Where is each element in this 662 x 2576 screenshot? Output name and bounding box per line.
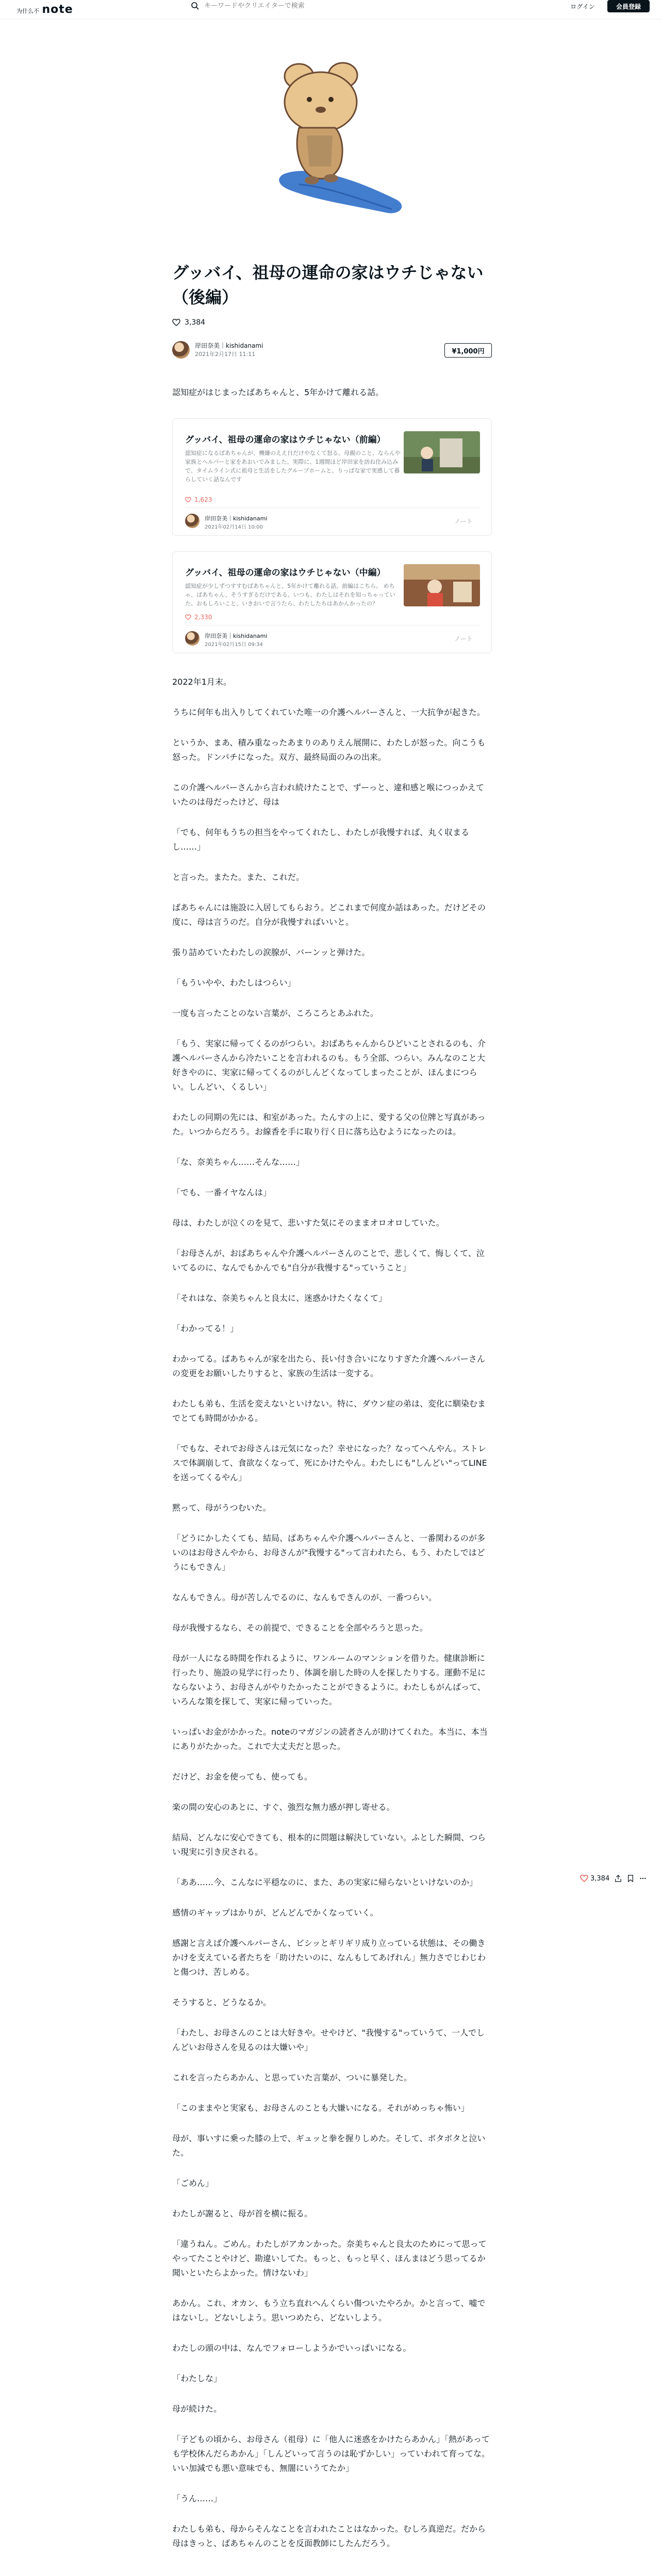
heart-icon (185, 497, 191, 503)
more-icon[interactable] (639, 1875, 647, 1882)
paragraph: 「もういやや、わたしはつらい」 (172, 978, 296, 988)
card-title: グッバイ、祖母の運命の家はウチじゃない（中編） (185, 568, 386, 578)
paragraph: 「わかってる！」 (172, 1324, 239, 1333)
card-avatar (185, 631, 200, 646)
paragraph: 黙って、母がうつむいた。 (172, 1503, 271, 1513)
like-count: 3,384 (185, 318, 206, 327)
search-bar (191, 0, 376, 11)
paragraph: 「ああ……今、こんなに平穏なのに、また、あの実家に帰らないといけないのか」 (172, 1877, 478, 1887)
paragraph: 結局、どんなに安心できても、根本的に問題は解決していない。ふとした瞬間、つらい現実に引き戻される。 (172, 1833, 486, 1857)
card-author: 岸田奈美｜kishidanami (205, 515, 268, 522)
paragraph: 感情のギャップはかりが、どんどんでかくなっていく。 (172, 1908, 378, 1918)
card-thumbnail (404, 564, 480, 606)
paragraph: 「うん……」 (172, 2494, 222, 2503)
paragraph: 「子どもの頃から、お母さん（祖母）に「他人に迷惑をかけたらあかん」「熱があっても学校休んだらあかん」「しんどいって言うのは恥ずかしい」っていわれて育ってな。いい加減でも悪い意味でも、無闇にいうてたか」 (172, 2434, 490, 2473)
paragraph: 「でも、一番イヤなんは」 (172, 1188, 272, 1197)
paragraph: わかってる。ばあちゃんが家を出たら、長い付き合いになりすぎた介護ヘルパーさんの変更をお願いしたりすると、家族の生活は一変する。 (172, 1354, 485, 1378)
search-input[interactable] (204, 2, 369, 10)
card-description: 認知症が少しずつすすむばあちゃんと、5年かけて離れる話。前編はこちら。 めちゃ、ばあちゃん、そうすぎるだけである。いつも、わたしはそれを知っちゃっていた。おもしろいこと、いきおいで言うたら、わたしたちはあかんかったの？ (185, 583, 395, 607)
side-actions (580, 1874, 647, 1883)
paragraph: 「このままやと実家も、お母さんのことも大嫌いになる。それがめっちゃ怖い」 (172, 2103, 469, 2113)
card-likes: 2,330 (185, 614, 212, 621)
paragraph: 「どうにかしたくても、結局、ばあちゃんや介護ヘルパーさんと、一番関わるのが多いのはお母さんやから、お母さんが"我慢する"って言われたら、もう、わたしではどうにもできん」 (172, 1533, 485, 1572)
paragraph: わたしも弟も、生活を変えないといけない。特に、ダウン症の弟は、変化に馴染むまでとても時間がかかる。 (172, 1399, 486, 1423)
heart-icon (185, 614, 191, 620)
paragraph: 「それはな、奈美ちゃんと良太に、迷惑かけたくなくて」 (172, 1293, 387, 1303)
purchase-button[interactable]: ¥1,000円 (444, 343, 492, 358)
paragraph: これを言ったらあかん、と思っていた言葉が、ついに暴発した。 (172, 2073, 412, 2082)
card-author: 岸田奈美｜kishidanami (205, 633, 268, 639)
paragraph: この介護ヘルパーさんから言われ続けたことで、ずーっと、違和感と喉につっかえていたのは母だったけど、母は (172, 783, 484, 807)
paragraph: 母が続けた。 (172, 2404, 222, 2414)
note-logo[interactable]: 为什么不 note (16, 3, 73, 16)
paragraph: だけど、お金を使っても、使っても。 (172, 1772, 313, 1782)
paragraph: わたしも弟も、母からそんなことを言われたことはなかった。むしろ真逆だ。だから母はきっと、ばあちゃんのことを反面教師にしたんだろう。 (172, 2524, 486, 2548)
paragraph: 「わたし、お母さんのことは大好きや。せやけど、"我慢する"っていうて、一人でしんどいお母さんを見るのは大嫌いや」 (172, 2028, 485, 2052)
side-like-button[interactable] (580, 1874, 609, 1883)
paragraph: 張り詰めていたわたしの涙腺が、バーンッと弾けた。 (172, 947, 370, 957)
paragraph: 母が我慢するなら、その前提で、できることを全部やろうと思った。 (172, 1623, 428, 1633)
card-more-link[interactable]: ノート (454, 635, 473, 642)
paragraph: 「でも、何年もうちの担当をやってくれたし、わたしが我慢すれば、丸く収まるし……」 (172, 827, 470, 852)
card-thumbnail (404, 431, 480, 473)
paragraph: 母は、わたしが泣くのを見て、悲いすた気にそのままオロオロしていた。 (172, 1218, 444, 1228)
article-lead: 認知症がはじまったばあちゃんと、5年かけて離れる話。 (172, 387, 384, 397)
paragraph: わたしの同期の先には、和室があった。たんすの上に、愛する父の位牌と写真があった。いつからだろう。お線香を手に取り行く日に落ち込むようになったのは。 (172, 1112, 486, 1137)
bookmark-icon[interactable] (627, 1875, 634, 1882)
paragraph: というか、まあ、積み重なったあまりのありえん展開に、わたしが怒った。向こうも怒った。ドンパチになった。双方、最終局面のみの出来。 (172, 738, 486, 762)
paragraph: 母が、事いすに乗った膝の上で、ギュッと拳を握りしめた。そして、ボタボタと泣いた。 (172, 2133, 486, 2158)
paragraph: そうすると、どうなるか。 (172, 1997, 272, 2007)
paragraph: 感謝と言えば介護ヘルパーさん、ビシッとギリギリ成り立っている状態は、その働きかけを支えている者たちを「助けたいのに、なんもしてあげれん」無力さでじわじわと傷つけ、苦しめる。 (172, 1938, 486, 1977)
login-button[interactable]: ログイン (564, 0, 601, 12)
article-likes[interactable] (172, 318, 492, 327)
paragraph: と言った。またた。また、これだ。 (172, 872, 305, 882)
card-likes: 1,623 (185, 496, 212, 503)
paragraph: わたしの頭の中は、なんでフォローしようかでいっぱいになる。 (172, 2343, 411, 2353)
paragraph: 2022年1月末。 (172, 677, 231, 687)
avatar[interactable] (172, 341, 190, 359)
paragraph: うちに何年も出入りしてくれていた唯一の介護ヘルパーさんと、一大抗争が起きた。 (172, 707, 485, 717)
author-row (172, 340, 492, 361)
paragraph: 「わたしな」 (172, 2374, 222, 2383)
card-date: 2021年02月14日 10:00 (205, 524, 263, 530)
paragraph: いっぱいお金がかかった。noteのマガジンの読者さんが助けてくれた。本当に、本当にありがたかった。これで大丈夫だと思った。 (172, 1727, 488, 1751)
paragraph: 「ごめん」 (172, 2178, 214, 2188)
heart-icon (172, 318, 180, 327)
author-name[interactable]: 岸田奈美｜kishidanami (195, 342, 263, 349)
paragraph: 「お母さんが、おばあちゃんや介護ヘルパーさんのことで、悲しくて、悔しくて、泣いてるのに、なんでもかんでも"自分が我慢する"っていうこと」 (172, 1248, 485, 1273)
paragraph: なんもできん。母が苦しんでるのに、なんもできんのが、一番つらい。 (172, 1592, 437, 1602)
paragraph: 母が一人になる時間を作れるように、ワンルームのマンションを借りた。健康診断に行ったり、施設の見学に行ったり、体調を崩した時の人を探したりする。運動不足にならないよう、お母さんがやりたかったことができるように。わたしもがんばって、いろんな策を探して、実家に帰っていった。 (172, 1653, 486, 1706)
paragraph: 一度も言ったことのない言葉が、ころころとあふれた。 (172, 1008, 379, 1018)
embedded-article-card[interactable] (172, 418, 492, 536)
site-header (0, 0, 662, 20)
search-icon (191, 2, 199, 10)
card-avatar (185, 514, 200, 528)
hero-illustration (222, 45, 428, 231)
embedded-article-card[interactable] (172, 551, 492, 653)
paragraph: あかん。これ、オカン、もう立ち直れへんくらい傷ついたやろか。かと言って、嘘ではないし。どないしよう。思いつめたら、どないしよう。 (172, 2298, 486, 2323)
card-divider (185, 507, 480, 508)
article-body (172, 675, 492, 2567)
paragraph: ばあちゃんには施設に入居してもらおう。どこれまで何度か話はあった。だけどその度に、母は言うのだ。自分が我慢すればいいと。 (172, 903, 486, 927)
heart-icon (580, 1874, 588, 1883)
publish-date: 2021年2月17日 11:11 (195, 351, 256, 358)
paragraph: 「違うねん。ごめん。わたしがアカンかった。奈美ちゃんと良太のためにって思ってやってたことやけど、勘違いしてた。もっと、もっと早く、ほんまはどう思ってるか聞いといたらよかった。情けないわ」 (172, 2239, 487, 2278)
paragraph: 「もう、実家に帰ってくるのがつらい。おばあちゃんからひどいことされるのも、介護ヘルパーさんから冷たいことを言われるのも。もう全部、つらい。みんなのこと大好きやのに、実家に帰ってくるのがしんどくなってしまったことが、ほんまにつらい。しんどい、くるしい」 (172, 1039, 486, 1092)
share-icon[interactable] (615, 1875, 622, 1882)
signup-button[interactable]: 会員登録 (607, 0, 650, 12)
card-more-link[interactable]: ノート (454, 518, 473, 525)
paragraph: 楽の間の安心のあとに、すぐ、強烈な無力感が押し寄せる。 (172, 1802, 395, 1812)
article-title: グッバイ、祖母の運命の家はウチじゃない（後編） (172, 263, 484, 307)
card-description: 認知症になるばあちゃんが、機嫌のええ日だけやなくて怒る。母親のこと、ならんや家族とヘルパーと家をあおいでみました。実際に、1週間ほど岸田家を訪ね住み込みで、タイムライン式に祖母と生活をしたグループホームと、りっぱな家で実感して暮らしていく話なんです (185, 450, 401, 483)
paragraph: 「な、奈美ちゃん……そんな……」 (172, 1157, 305, 1167)
card-date: 2021年02月15日 09:34 (205, 642, 263, 648)
paragraph: 「でもな、それでお母さんは元気になった？幸せになった？なってへんやん。ストレスで体調崩して、食欲なくなって、死にかけたやん。わたしにも"しんどい"ってLINEを送ってくるやん」 (172, 1444, 487, 1482)
paragraph: わたしが謝ると、母が首を横に振る。 (172, 2209, 313, 2218)
side-like-count: 3,384 (590, 1874, 610, 1883)
card-title: グッバイ、祖母の運命の家はウチじゃない（前編） (185, 435, 386, 445)
